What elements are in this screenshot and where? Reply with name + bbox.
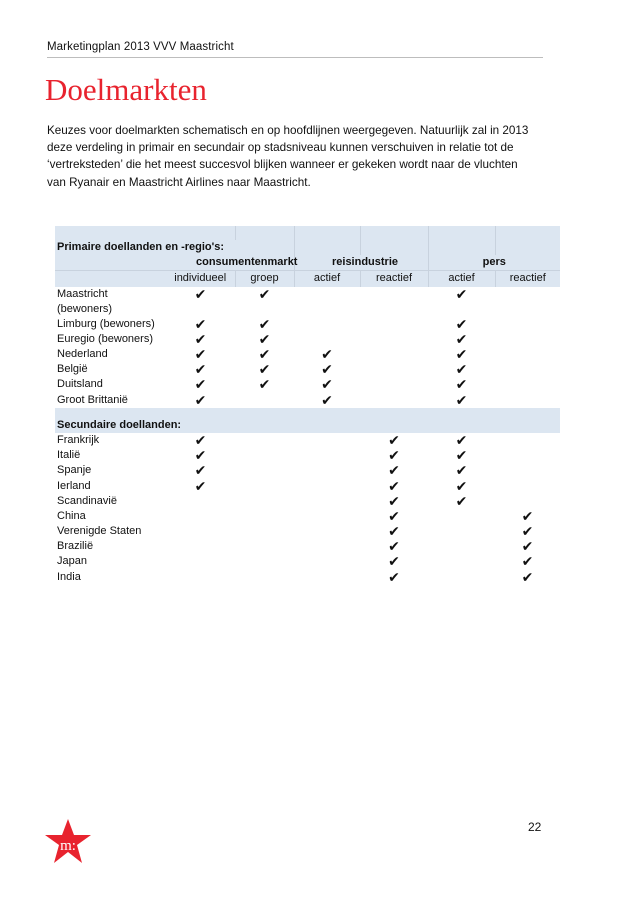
market-name-line: Nederland <box>57 348 108 361</box>
market-name-line: Euregio (bewoners) <box>57 332 153 345</box>
table-row <box>55 317 560 332</box>
subheader-individueel: individueel <box>166 271 235 287</box>
market-name-line: Limburg (bewoners) <box>57 317 155 330</box>
check-mark: ✔ <box>388 462 400 479</box>
secondary-title-row <box>55 418 560 433</box>
empty-cell <box>495 362 560 377</box>
empty-cell <box>294 463 360 478</box>
check-mark: ✔ <box>455 431 468 448</box>
table-row <box>55 554 560 569</box>
market-name-line: Brazilië <box>57 540 94 553</box>
empty-cell <box>294 570 360 585</box>
check-mark: ✔ <box>258 330 271 347</box>
table-row <box>55 433 560 448</box>
document-header: Marketingplan 2013 VVV Maastricht <box>47 41 234 53</box>
empty-cell <box>360 362 428 377</box>
check-mark: ✔ <box>388 492 400 509</box>
intro-paragraph <box>47 122 547 191</box>
table-row <box>55 509 560 524</box>
market-name <box>55 478 166 493</box>
market-name-line: Ierland <box>57 479 91 492</box>
market-name <box>55 463 166 478</box>
empty-cell <box>428 539 495 554</box>
secondary-title: Secundaire doellanden: <box>55 418 294 433</box>
market-name-line: Italië <box>57 449 81 462</box>
empty-cell <box>360 393 428 408</box>
empty-cell <box>360 317 428 332</box>
empty-cell <box>360 332 428 347</box>
check-mark: ✔ <box>521 538 534 555</box>
market-name-line: Maastricht <box>57 287 108 300</box>
check-mark: ✔ <box>388 553 400 570</box>
check-mark: ✔ <box>194 376 207 393</box>
market-name <box>55 332 166 347</box>
empty-cell <box>166 539 235 554</box>
empty-cell <box>235 463 294 478</box>
empty-cell <box>294 494 360 509</box>
empty-cell <box>294 539 360 554</box>
market-name <box>55 287 166 317</box>
check-mark: ✔ <box>194 330 207 347</box>
table-row <box>55 494 560 509</box>
market-name <box>55 509 166 524</box>
check-mark: ✔ <box>455 462 468 479</box>
page-title: Doelmarkten <box>45 72 207 107</box>
subheader-pers-actief: actief <box>428 271 495 287</box>
market-name-line: China <box>57 509 86 522</box>
check-mark: ✔ <box>455 361 468 378</box>
check-mark: ✔ <box>194 361 207 378</box>
group-header-row <box>55 255 560 271</box>
market-name-line: (bewoners) <box>57 302 113 315</box>
table-row <box>55 570 560 585</box>
empty-cell <box>495 433 560 448</box>
intro-line: ‘vertreksteden’ die het meest succesvol blijken wanneer er gekeken wordt naar de vluchten <box>47 158 518 172</box>
table-row <box>55 377 560 392</box>
empty-cell <box>428 524 495 539</box>
check-mark: ✔ <box>194 447 207 464</box>
check-mark: ✔ <box>194 315 207 332</box>
empty-cell <box>166 554 235 569</box>
empty-cell <box>235 539 294 554</box>
primary-title-row <box>55 240 560 255</box>
group-consumentenmarkt: consumentenmarkt <box>166 255 294 271</box>
table-row <box>55 347 560 362</box>
check-mark: ✔ <box>455 492 468 509</box>
check-mark: ✔ <box>388 568 400 585</box>
check-mark: ✔ <box>455 285 468 302</box>
market-name-line: België <box>57 363 88 376</box>
empty-cell <box>235 433 294 448</box>
empty-cell <box>294 554 360 569</box>
check-mark: ✔ <box>521 507 534 524</box>
empty-cell <box>294 448 360 463</box>
check-mark: ✔ <box>455 477 468 494</box>
table-row <box>55 539 560 554</box>
check-mark: ✔ <box>521 553 534 570</box>
subheader-pers-reactief: reactief <box>495 271 560 287</box>
table-row <box>55 463 560 478</box>
market-name-line: Japan <box>57 555 87 568</box>
check-mark: ✔ <box>258 376 271 393</box>
check-mark: ✔ <box>194 431 207 448</box>
check-mark: ✔ <box>258 285 271 302</box>
subheader-reis-actief: actief <box>294 271 360 287</box>
check-mark: ✔ <box>258 346 271 363</box>
empty-cell <box>495 463 560 478</box>
market-name <box>55 347 166 362</box>
subheader-row <box>55 271 560 287</box>
market-name-line: Scandinavië <box>57 494 117 507</box>
table-header-gap <box>55 226 560 240</box>
check-mark: ✔ <box>455 315 468 332</box>
empty-cell <box>235 478 294 493</box>
empty-cell <box>428 554 495 569</box>
market-name-line: Groot Brittanië <box>57 393 128 406</box>
check-mark: ✔ <box>258 315 271 332</box>
empty-cell <box>294 317 360 332</box>
table-row <box>55 524 560 539</box>
market-name-line: Verenigde Staten <box>57 525 142 538</box>
empty-cell <box>235 554 294 569</box>
market-name <box>55 448 166 463</box>
empty-cell <box>495 448 560 463</box>
check-mark: ✔ <box>455 447 468 464</box>
table-row <box>55 332 560 347</box>
check-mark: ✔ <box>455 376 468 393</box>
market-name-line: Spanje <box>57 464 92 477</box>
empty-cell <box>360 287 428 317</box>
intro-line: van Ryanair en Maastricht Airlines naar Maastricht. <box>47 175 311 189</box>
check-mark: ✔ <box>194 477 207 494</box>
check-mark: ✔ <box>321 346 333 363</box>
empty-cell <box>294 509 360 524</box>
check-mark: ✔ <box>388 507 400 524</box>
section-spacer <box>55 408 560 418</box>
market-name <box>55 524 166 539</box>
market-name <box>55 539 166 554</box>
empty-cell <box>166 524 235 539</box>
subheader-groep: groep <box>235 271 294 287</box>
empty-cell <box>294 287 360 317</box>
table-row <box>55 393 560 408</box>
empty-cell <box>428 509 495 524</box>
empty-cell <box>166 494 235 509</box>
empty-cell <box>495 287 560 317</box>
check-mark: ✔ <box>521 568 534 585</box>
empty-cell <box>235 509 294 524</box>
primary-title: Primaire doellanden en -regio's: <box>55 240 294 255</box>
empty-cell <box>495 317 560 332</box>
market-name-line: India <box>57 570 81 583</box>
check-mark: ✔ <box>321 361 333 378</box>
check-mark: ✔ <box>455 330 468 347</box>
page-number: 22 <box>528 820 542 834</box>
market-name-line: Duitsland <box>57 378 103 391</box>
empty-cell <box>294 332 360 347</box>
header-divider <box>47 57 543 58</box>
table-row <box>55 448 560 463</box>
empty-cell <box>294 524 360 539</box>
empty-cell <box>235 448 294 463</box>
table-row <box>55 478 560 493</box>
logo-text: m: <box>60 838 76 854</box>
target-markets-table <box>55 226 560 585</box>
market-name-line: Frankrijk <box>57 433 100 446</box>
market-name <box>55 377 166 392</box>
empty-cell <box>235 570 294 585</box>
market-name <box>55 433 166 448</box>
empty-cell <box>495 494 560 509</box>
empty-cell <box>495 478 560 493</box>
market-name <box>55 570 166 585</box>
table-row <box>55 362 560 377</box>
check-mark: ✔ <box>388 523 400 540</box>
vvv-star-logo <box>44 818 92 866</box>
empty-cell <box>495 332 560 347</box>
market-name <box>55 393 166 408</box>
check-mark: ✔ <box>194 391 207 408</box>
market-name <box>55 494 166 509</box>
empty-cell <box>294 478 360 493</box>
market-name <box>55 362 166 377</box>
check-mark: ✔ <box>388 431 400 448</box>
check-mark: ✔ <box>388 538 400 555</box>
empty-cell <box>235 393 294 408</box>
market-name <box>55 554 166 569</box>
empty-cell <box>360 347 428 362</box>
check-mark: ✔ <box>388 477 400 494</box>
check-mark: ✔ <box>258 361 271 378</box>
empty-cell <box>428 570 495 585</box>
empty-cell <box>294 433 360 448</box>
empty-cell <box>235 524 294 539</box>
empty-cell <box>495 347 560 362</box>
group-pers: pers <box>428 255 560 271</box>
empty-cell <box>166 570 235 585</box>
subheader-reis-reactief: reactief <box>360 271 428 287</box>
check-mark: ✔ <box>521 523 534 540</box>
empty-cell <box>235 494 294 509</box>
check-mark: ✔ <box>455 346 468 363</box>
empty-cell <box>166 509 235 524</box>
check-mark: ✔ <box>388 447 400 464</box>
empty-cell <box>495 377 560 392</box>
intro-line: Keuzes voor doelmarkten schematisch en op hoofdlijnen weergegeven. Natuurlijk zal in 2013 <box>47 124 529 137</box>
intro-line: deze verdeling in primair en secundair op stadsniveau kunnen verschuiven in relatie tot de <box>47 141 514 155</box>
table-row <box>55 287 560 317</box>
check-mark: ✔ <box>194 462 207 479</box>
check-mark: ✔ <box>321 391 333 408</box>
check-mark: ✔ <box>194 346 207 363</box>
check-mark: ✔ <box>455 391 468 408</box>
empty-cell <box>360 377 428 392</box>
group-reisindustrie: reisindustrie <box>294 255 428 271</box>
check-mark: ✔ <box>194 285 207 302</box>
empty-cell <box>495 393 560 408</box>
check-mark: ✔ <box>321 376 333 393</box>
market-name <box>55 317 166 332</box>
